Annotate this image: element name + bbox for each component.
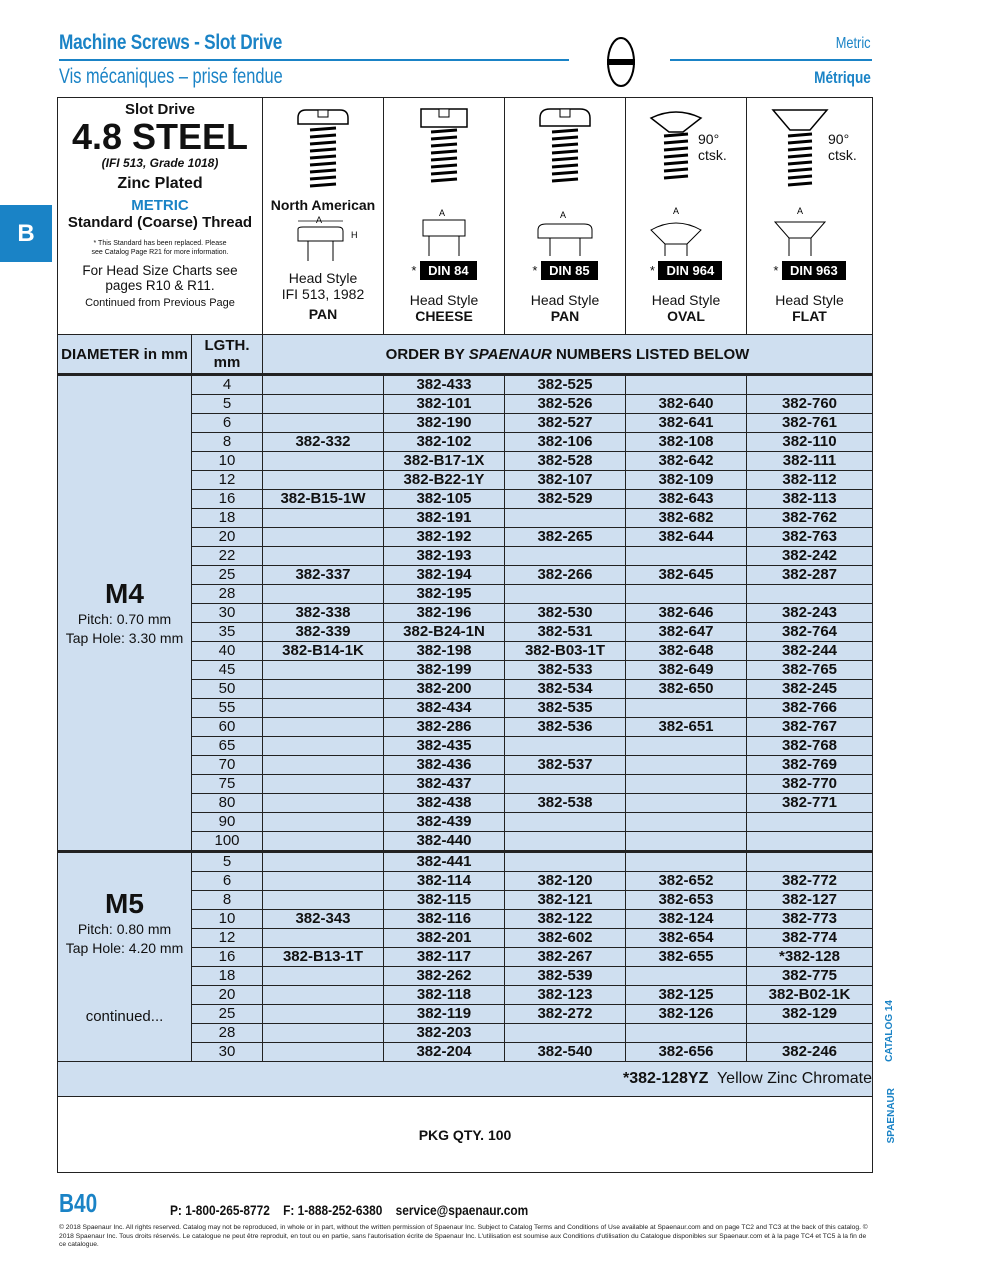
table-body (58, 375, 873, 1062)
part-number-cell (263, 375, 384, 395)
part-number-cell: 382-653 (626, 891, 747, 910)
part-number-cell (263, 929, 384, 948)
part-number-cell: 382-655 (626, 948, 747, 967)
part-number-cell: 382-644 (626, 528, 747, 547)
part-number-cell: 382-113 (747, 490, 873, 509)
part-number-cell: 382-B13-1T (263, 948, 384, 967)
part-number-cell: 382-201 (384, 929, 505, 948)
part-number-cell (263, 414, 384, 433)
part-number-cell: 382-193 (384, 547, 505, 566)
catalog-side-label: CATALOG 14 (884, 1000, 895, 1062)
part-number-cell (747, 1024, 873, 1043)
part-number-cell: 382-650 (626, 680, 747, 699)
column-header-diameter: DIAMETER in mm (58, 335, 192, 375)
thread-label: Standard (Coarse) Thread (67, 214, 253, 231)
part-number-cell: 382-204 (384, 1043, 505, 1062)
tap-hole-label: Tap Hole: 4.20 mm (65, 940, 184, 956)
head-charts-note: For Head Size Charts see pages R10 & R11. (82, 263, 238, 293)
length-cell: 16 (192, 490, 263, 509)
part-number-cell: 382-439 (384, 813, 505, 832)
length-cell: 6 (192, 872, 263, 891)
part-number-cell: 382-191 (384, 509, 505, 528)
svg-text:H: H (351, 230, 358, 240)
legal-notice: © 2018 Spaenaur Inc. All rights reserved. Catalog may not be reproduced, in whole or in part, without the written permission of Spaenaur Inc. Subject to Catalog Terms and Conditions of Use available at Spaenaur.com and on page TC2 and TC3 at the back of this catalog. © 2018 Spaenaur Inc. Tous droits réservés. Le catalogue ne peut être reproduit, en tout ou en partie, sans l'autorisation écrite de Spaenaur Inc. L'utilisation est soumise aux Conditions d'utilisation du Catalogue disponibles sur Spaenaur.com et à la page TC4 et TC5 à la fin de ce catalogue. (59, 1224, 868, 1248)
part-number-cell: 382-129 (747, 1005, 873, 1024)
part-number-cell (263, 1024, 384, 1043)
part-number-cell: 382-531 (505, 623, 626, 642)
part-number-cell: 382-109 (626, 471, 747, 490)
head-style-name: PAN (550, 308, 580, 324)
part-number-cell (263, 813, 384, 832)
length-cell: 100 (192, 832, 263, 852)
unit-label: Metric (836, 35, 871, 52)
part-number-cell (626, 547, 747, 566)
spec-panel (58, 98, 263, 335)
part-number-cell: 382-111 (747, 452, 873, 471)
din-badge: DIN 964 (658, 261, 722, 280)
part-number-cell: 382-192 (384, 528, 505, 547)
part-number-cell: 382-B14-1K (263, 642, 384, 661)
table-row (58, 375, 873, 395)
diameter-cell (58, 852, 192, 1062)
length-cell: 18 (192, 967, 263, 986)
part-number-cell (505, 1024, 626, 1043)
length-cell: 16 (192, 948, 263, 967)
part-number-cell: 382-B17-1X (384, 452, 505, 471)
part-number-cell: 382-243 (747, 604, 873, 623)
part-number-cell: 382-640 (626, 395, 747, 414)
part-number-cell: 382-643 (626, 490, 747, 509)
part-number-cell: 382-770 (747, 775, 873, 794)
length-cell: 18 (192, 509, 263, 528)
svg-text:A: A (673, 206, 680, 216)
part-number-cell: 382-B22-1Y (384, 471, 505, 490)
part-number-cell: 382-529 (505, 490, 626, 509)
part-number-cell: 382-339 (263, 623, 384, 642)
part-number-cell (263, 756, 384, 775)
part-number-cell: 382-B03-1T (505, 642, 626, 661)
length-cell: 20 (192, 528, 263, 547)
part-number-cell (263, 852, 384, 872)
part-number-cell: 382-769 (747, 756, 873, 775)
ifi-label: (IFI 513, Grade 1018) (101, 156, 219, 170)
head-style-name: PAN (308, 306, 338, 322)
footnote-row (58, 1062, 873, 1097)
part-number-cell: 382-126 (626, 1005, 747, 1024)
phone: P: 1-800-265-8772 (170, 1202, 270, 1218)
part-number-cell (747, 813, 873, 832)
part-number-cell (505, 813, 626, 832)
column-header-order: ORDER BY SPAENAUR NUMBERS LISTED BELOW (263, 335, 873, 375)
part-number-cell (747, 585, 873, 604)
part-number-cell (747, 375, 873, 395)
head-style-oval: 90° ctsk. A * DIN 964 Head Style OVAL (626, 98, 747, 335)
length-cell: 28 (192, 585, 263, 604)
part-number-cell: 382-110 (747, 433, 873, 452)
part-number-cell (626, 813, 747, 832)
part-number-cell: 382-654 (626, 929, 747, 948)
part-number-cell: 382-198 (384, 642, 505, 661)
length-cell: 12 (192, 929, 263, 948)
part-number-cell (263, 737, 384, 756)
countersink-angle: 90° ctsk. (698, 131, 727, 163)
replaced-note: * This Standard has been replaced. Please see Catalog Page R21 for more information. (91, 240, 229, 256)
head-style-na-pan (263, 98, 384, 335)
part-number-cell: 382-525 (505, 375, 626, 395)
part-number-cell (263, 794, 384, 813)
part-number-cell: 382-766 (747, 699, 873, 718)
part-number-cell: 382-534 (505, 680, 626, 699)
head-style-label: Head Style (409, 292, 479, 308)
part-number-cell: 382-287 (747, 566, 873, 585)
part-number-cell: 382-125 (626, 986, 747, 1005)
fax: F: 1-888-252-6380 (283, 1202, 383, 1218)
part-number-cell: 382-B15-1W (263, 490, 384, 509)
part-number-cell: 382-437 (384, 775, 505, 794)
part-number-cell (505, 775, 626, 794)
part-number-cell: 382-267 (505, 948, 626, 967)
svg-text:A: A (316, 215, 323, 225)
part-number-cell: 382-118 (384, 986, 505, 1005)
length-cell: 55 (192, 699, 263, 718)
part-number-cell (263, 661, 384, 680)
length-cell: 10 (192, 452, 263, 471)
part-number-cell: 382-190 (384, 414, 505, 433)
head-style-label: Head Style (651, 292, 721, 308)
part-number-cell: 382-265 (505, 528, 626, 547)
length-cell: 4 (192, 375, 263, 395)
svg-text:A: A (439, 208, 446, 218)
part-number-cell (747, 852, 873, 872)
part-number-cell (626, 699, 747, 718)
part-number-cell: 382-114 (384, 872, 505, 891)
oval-screw-icon (631, 106, 721, 256)
part-number-cell: 382-B24-1N (384, 623, 505, 642)
system-label: METRIC (131, 197, 189, 214)
footnote-text: Yellow Zinc Chromate (716, 1070, 872, 1087)
part-number-cell (263, 509, 384, 528)
length-cell: 12 (192, 471, 263, 490)
part-number-cell (626, 585, 747, 604)
part-number-cell: 382-602 (505, 929, 626, 948)
part-number-cell: 382-194 (384, 566, 505, 585)
part-number-cell (263, 1005, 384, 1024)
part-number-cell: 382-763 (747, 528, 873, 547)
length-cell: 22 (192, 547, 263, 566)
part-number-cell: 382-127 (747, 891, 873, 910)
part-number-cell: 382-764 (747, 623, 873, 642)
length-cell: 5 (192, 852, 263, 872)
din-badge: DIN 963 (782, 261, 846, 280)
part-number-cell: 382-641 (626, 414, 747, 433)
part-number-cell (505, 585, 626, 604)
part-number-cell: 382-530 (505, 604, 626, 623)
length-cell: 30 (192, 1043, 263, 1062)
length-cell: 80 (192, 794, 263, 813)
part-number-cell (263, 547, 384, 566)
length-cell: 20 (192, 986, 263, 1005)
pan-dimension-icon (283, 213, 363, 263)
part-number-cell: 382-526 (505, 395, 626, 414)
part-number-cell (626, 852, 747, 872)
length-cell: 30 (192, 604, 263, 623)
part-number-cell: 382-771 (747, 794, 873, 813)
part-number-cell: 382-648 (626, 642, 747, 661)
part-number-cell (626, 832, 747, 852)
part-number-cell: 382-537 (505, 756, 626, 775)
part-number-cell (263, 528, 384, 547)
pitch-label: Pitch: 0.70 mm (77, 611, 172, 627)
part-number-cell: 382-102 (384, 433, 505, 452)
part-number-cell: 382-B02-1K (747, 986, 873, 1005)
head-style-flat: 90° ctsk. A * DIN 963 Head Style FLAT (747, 98, 873, 335)
part-number-cell: 382-106 (505, 433, 626, 452)
length-cell: 60 (192, 718, 263, 737)
part-number-cell: 382-775 (747, 967, 873, 986)
part-number-cell: 382-642 (626, 452, 747, 471)
part-number-cell: 382-646 (626, 604, 747, 623)
size-label: M4 (105, 578, 144, 609)
length-cell: 70 (192, 756, 263, 775)
part-number-cell: 382-117 (384, 948, 505, 967)
part-number-cell (263, 775, 384, 794)
length-cell: 8 (192, 891, 263, 910)
email-link[interactable]: service@spaenaur.com (395, 1202, 529, 1218)
part-number-cell: 382-121 (505, 891, 626, 910)
part-number-cell: 382-116 (384, 910, 505, 929)
part-number-cell: 382-124 (626, 910, 747, 929)
section-tab-b[interactable]: B (0, 205, 52, 262)
part-number-cell: 382-441 (384, 852, 505, 872)
part-number-cell: 382-651 (626, 718, 747, 737)
part-number-cell: 382-266 (505, 566, 626, 585)
part-number-cell: 382-527 (505, 414, 626, 433)
part-number-cell: 382-286 (384, 718, 505, 737)
unit-label-french: Métrique (814, 68, 871, 87)
head-style-name: FLAT (792, 308, 827, 324)
length-cell: 50 (192, 680, 263, 699)
finish-label: Zinc Plated (117, 175, 203, 192)
part-number-cell: 382-533 (505, 661, 626, 680)
part-number-cell (263, 471, 384, 490)
page-number: B40 (59, 1188, 98, 1218)
part-number-cell: 382-195 (384, 585, 505, 604)
header-rule-left (59, 59, 569, 61)
part-number-cell: 382-245 (747, 680, 873, 699)
part-number-cell (263, 680, 384, 699)
region-label: North American (270, 197, 376, 213)
part-number-cell: 382-540 (505, 1043, 626, 1062)
din-pan-screw-icon (530, 106, 600, 256)
part-number-cell: 382-760 (747, 395, 873, 414)
part-number-cell (263, 395, 384, 414)
part-number-cell: 382-122 (505, 910, 626, 929)
length-cell: 40 (192, 642, 263, 661)
grade-label: 4.8 STEEL (71, 116, 249, 157)
part-number-cell: 382-768 (747, 737, 873, 756)
part-number-cell: 382-652 (626, 872, 747, 891)
part-number-cell (263, 585, 384, 604)
contact-line (170, 1202, 528, 1218)
part-number-cell (626, 775, 747, 794)
continued-from-label: Continued from Previous Page (85, 297, 235, 309)
tap-hole-label: Tap Hole: 3.30 mm (65, 630, 184, 646)
length-cell: 6 (192, 414, 263, 433)
part-number-cell (263, 967, 384, 986)
part-number-cell: 382-761 (747, 414, 873, 433)
part-number-cell: 382-200 (384, 680, 505, 699)
part-number-cell: 382-649 (626, 661, 747, 680)
part-number-cell: 382-107 (505, 471, 626, 490)
pitch-label: Pitch: 0.80 mm (77, 921, 172, 937)
brand-side-logo: SPAENAUR (886, 1088, 897, 1144)
slot-drive-icon (593, 36, 649, 88)
column-header-length: LGTH. mm (192, 335, 263, 375)
length-cell: 25 (192, 566, 263, 585)
part-number-cell: 382-434 (384, 699, 505, 718)
part-number-cell: 382-528 (505, 452, 626, 471)
cheese-screw-icon (409, 106, 479, 256)
part-number-cell: 382-772 (747, 872, 873, 891)
din-badge: DIN 85 (541, 261, 597, 280)
length-cell: 10 (192, 910, 263, 929)
part-number-cell (263, 872, 384, 891)
length-cell: 75 (192, 775, 263, 794)
length-cell: 5 (192, 395, 263, 414)
length-cell: 45 (192, 661, 263, 680)
head-standard-label: IFI 513, 1982 (281, 286, 365, 302)
size-label: M5 (105, 888, 144, 919)
part-number-cell: 382-647 (626, 623, 747, 642)
part-number-cell: 382-119 (384, 1005, 505, 1024)
svg-text:A: A (796, 206, 803, 216)
part-number-cell: 382-105 (384, 490, 505, 509)
part-number-cell (626, 1024, 747, 1043)
part-number-cell (263, 699, 384, 718)
countersink-angle: 90° ctsk. (828, 131, 857, 163)
part-number-cell: 382-433 (384, 375, 505, 395)
part-number-cell (505, 509, 626, 528)
part-number-cell: 382-337 (263, 566, 384, 585)
din-badge: DIN 84 (420, 261, 476, 280)
part-number-cell: 382-535 (505, 699, 626, 718)
part-number-cell: 382-196 (384, 604, 505, 623)
part-number-cell: 382-120 (505, 872, 626, 891)
part-number-cell (263, 891, 384, 910)
head-style-label: Head Style (775, 292, 844, 308)
part-number-cell: 382-123 (505, 986, 626, 1005)
continued-label: continued... (85, 1008, 164, 1025)
part-number-cell: 382-438 (384, 794, 505, 813)
part-number-cell (626, 756, 747, 775)
part-number-cell (626, 794, 747, 813)
part-number-cell (263, 832, 384, 852)
part-number-cell: 382-101 (384, 395, 505, 414)
package-quantity: PKG QTY. 100 (58, 1097, 873, 1173)
part-number-cell (263, 452, 384, 471)
part-number-cell: *382-128 (747, 948, 873, 967)
part-number-cell (626, 737, 747, 756)
head-style-cheese (384, 98, 505, 335)
header-rule-right (670, 59, 872, 61)
part-number-cell: 382-112 (747, 471, 873, 490)
part-number-cell: 382-272 (505, 1005, 626, 1024)
part-number-cell (263, 986, 384, 1005)
part-number-cell (505, 852, 626, 872)
part-number-cell: 382-242 (747, 547, 873, 566)
part-number-cell (626, 375, 747, 395)
part-number-cell: 382-774 (747, 929, 873, 948)
head-style-label: Head Style (530, 292, 600, 308)
drive-label: Slot Drive (124, 101, 196, 118)
part-number-cell (263, 718, 384, 737)
page-title-french: Vis mécaniques – prise fendue (59, 65, 283, 88)
flat-screw-icon (755, 106, 845, 256)
part-number-cell: 382-108 (626, 433, 747, 452)
part-number-cell: 382-246 (747, 1043, 873, 1062)
pan-screw-icon (288, 108, 358, 198)
product-table (57, 97, 873, 1173)
length-cell: 90 (192, 813, 263, 832)
part-number-cell: 382-539 (505, 967, 626, 986)
part-number-cell (505, 737, 626, 756)
part-number-cell (626, 967, 747, 986)
part-number-cell: 382-765 (747, 661, 873, 680)
part-number-cell: 382-203 (384, 1024, 505, 1043)
head-style-name: CHEESE (415, 308, 473, 324)
head-style-din-pan: A * DIN 85 Head Style PAN (505, 98, 626, 335)
part-number-cell: 382-767 (747, 718, 873, 737)
length-cell: 8 (192, 433, 263, 452)
part-number-cell: 382-682 (626, 509, 747, 528)
head-style-label: Head Style (288, 270, 358, 286)
length-cell: 35 (192, 623, 263, 642)
part-number-cell: 382-343 (263, 910, 384, 929)
part-number-cell (747, 832, 873, 852)
page-title: Machine Screws - Slot Drive (59, 31, 283, 54)
part-number-cell: 382-115 (384, 891, 505, 910)
part-number-cell (505, 832, 626, 852)
brand-name: SPAENAUR (468, 345, 552, 363)
table-row (58, 852, 873, 872)
part-number-cell: 382-244 (747, 642, 873, 661)
length-cell: 28 (192, 1024, 263, 1043)
din-badge-wrapper: * DIN 84 (384, 261, 504, 280)
svg-text:A: A (560, 210, 567, 220)
part-number-cell: 382-440 (384, 832, 505, 852)
part-number-cell (263, 1043, 384, 1062)
part-number-cell: 382-262 (384, 967, 505, 986)
part-number-cell: 382-338 (263, 604, 384, 623)
head-style-name: OVAL (667, 308, 705, 324)
part-number-cell: 382-436 (384, 756, 505, 775)
part-number-cell: 382-773 (747, 910, 873, 929)
footnote-code: *382-128YZ (622, 1070, 709, 1087)
part-number-cell (505, 547, 626, 566)
part-number-cell: 382-435 (384, 737, 505, 756)
diameter-cell (58, 375, 192, 852)
part-number-cell: 382-536 (505, 718, 626, 737)
part-number-cell: 382-645 (626, 566, 747, 585)
length-cell: 25 (192, 1005, 263, 1024)
part-number-cell: 382-332 (263, 433, 384, 452)
part-number-cell: 382-656 (626, 1043, 747, 1062)
length-cell: 65 (192, 737, 263, 756)
part-number-cell: 382-762 (747, 509, 873, 528)
part-number-cell: 382-538 (505, 794, 626, 813)
part-number-cell: 382-199 (384, 661, 505, 680)
